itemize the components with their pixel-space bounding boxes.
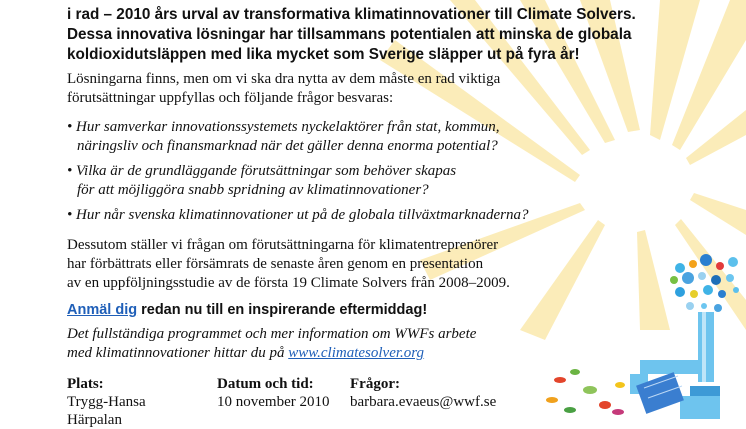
date-label: Datum och tid: [217,376,314,392]
question-line: • Hur når svenska klimatinnovationer ut på de globala tillväxtmarknaderna? [67,207,529,223]
questions-label: Frågor: [350,376,400,392]
place-value-2: Härpalan [67,412,122,428]
faucet-icon [630,312,720,419]
headline-line: Dessa innovativa lösningar har tillsammans potentialen att minska de globala [67,26,632,43]
intro-line: förutsättningar uppfyllas och följande frågor besvaras: [67,90,394,106]
info-prefix: med klimatinnovationer hittar du på [67,345,289,361]
followup-paragraph [67,236,667,293]
questions-block [350,375,496,411]
info-line-2 [67,344,476,363]
date-value: 10 november 2010 [217,394,330,410]
question-3 [67,206,667,225]
headline-line: koldioxidutsläppen med lika mycket som Sverige släpper ut på fyra år! [67,46,580,63]
question-line: näringsliv och finansmarknad när det gäller denna enorma potential? [77,138,498,154]
intro-paragraph [67,70,667,108]
paragraph-line: av en uppföljningsstudie av de första 19 Climate Solvers från 2008–2009. [67,275,510,291]
program-info [67,325,476,363]
website-link[interactable]: www.climatesolver.org [288,345,425,361]
paragraph-line: har förbättrats eller försämrats de senaste åren genom en presentation [67,256,484,272]
contact-email[interactable]: barbara.evaeus@wwf.se [350,394,497,410]
place-value: Trygg-Hansa [67,394,146,410]
question-line: • Hur samverkar innovationssystemets nyckelaktörer från stat, kommun, [67,119,500,135]
question-line: för att möjliggöra snabb spridning av klimatinnovationer? [77,182,429,198]
place-block [67,375,146,429]
headline-line: i rad – 2010 års urval av transformativa klimatinnovationer till Climate Solvers. [67,6,636,23]
signup-cta [67,302,427,318]
intro-line: Lösningarna finns, men om vi ska dra nytta av dem måste en rad viktiga [67,71,501,87]
bubble-icons [670,254,739,312]
info-line: Det fullständiga programmet och mer information om WWFs arbete [67,326,477,342]
paragraph-line: Dessutom ställer vi frågan om förutsättningarna för klimatentreprenörer [67,237,499,253]
leaves-decoration [546,369,625,415]
question-1 [67,118,667,156]
headline [67,5,687,65]
question-line: • Vilka är de grundläggande förutsättningar som behöver skapas [67,163,457,179]
cta-text: redan nu till en inspirerande eftermiddag! [137,302,428,318]
date-block [217,375,329,411]
signup-link[interactable]: Anmäl dig [67,302,138,318]
place-label: Plats: [67,376,104,392]
question-2 [67,162,667,200]
